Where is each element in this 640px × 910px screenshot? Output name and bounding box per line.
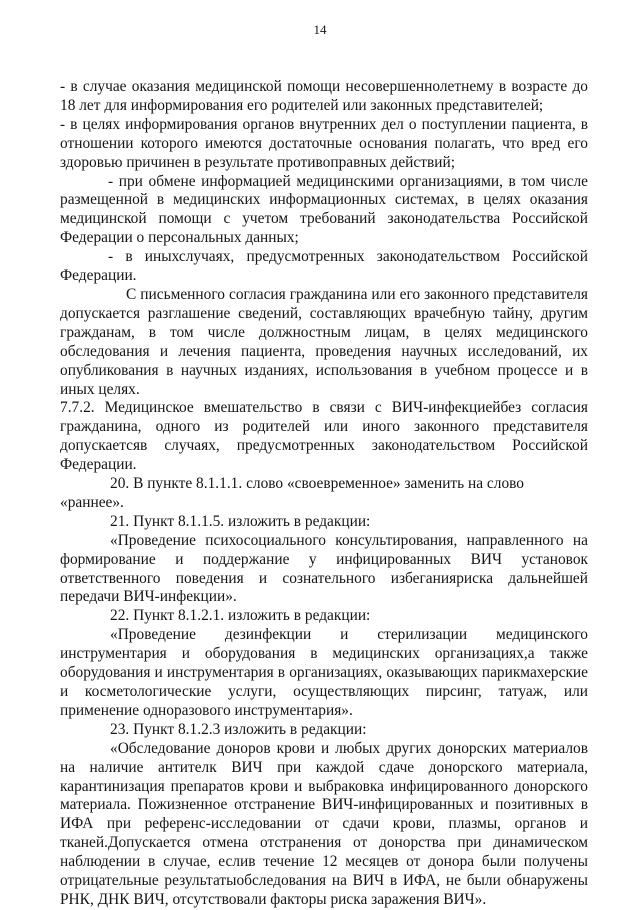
paragraph-item-21: 21. Пункт 8.1.1.5. изложить в редакции: <box>110 512 371 530</box>
paragraph-item-23: 23. Пункт 8.1.2.3 изложить в редакции: <box>110 720 367 738</box>
paragraph-list-item-police: - в целях информирования органов внутренних дел о поступлении пациента, в отношении которого имеются достаточные основания полагать, что вред его здоровью причинен в результате противоправных действий; <box>60 115 588 171</box>
paragraph-list-item-other-cases: - в иныхслучаях, предусмотренных законодательством Российской Федерации. <box>60 248 588 285</box>
paragraph-quote-8-1-1-5: «Проведение психосоциального консультирования, направленного на формирование и поддержание у инфицированных ВИЧ установок ответственного поведения и сознательного избеганияриска дальнейшей передачи ВИЧ-инфекции». <box>60 531 588 606</box>
paragraph-list-item-info-exchange: - при обмене информацией медицинскими организациями, в том числе размещенной в медицинских информационных системах, в целях оказания медицинской помощи с учетом требований законодательства Российской Федерации о персональных данных; <box>60 172 588 247</box>
paragraph-item-22: 22. Пункт 8.1.2.1. изложить в редакции: <box>110 607 371 625</box>
paragraph-7-7-2: 7.7.2. Медицинское вмешательство в связи с ВИЧ-инфекциейбез согласия гражданина, одного из родителей или иного законного представителя допускаетсяв случаях, предусмотренных законодательством Российской Федерации. <box>60 399 588 474</box>
paragraph-written-consent: С письменного согласия гражданина или его законного представителя допускается разглашение сведений, составляющих врачебную тайну, другим гражданам, в том числе должностным лицам, в целях медицинского обследования и лечения пациента, проведения научных исследований, их опубликования в научных изданиях, использования в учебном процессе и в иных целях. <box>60 285 588 398</box>
paragraph-list-item-minors: - в случае оказания медицинской помощи несовершеннолетнему в возрасте до 18 лет для информирования его родителей или законных представителей; <box>60 78 588 114</box>
paragraph-quote-8-1-2-3: «Обследование доноров крови и любых других донорских материалов на наличие антителк ВИЧ при каждой сдаче донорского материала, карантинизация препаратов крови и выбраковка инфицированного донорского материала. Пожизненное отстранение ВИЧ-инфицированных и позитивных в ИФА при референс-исследовании от сдачи крови, плазмы, органов и тканей.Допускается отмена отстранения от донорства при динамическом наблюдении в случае, еслив течение 12 месяцев от донора были получены отрицательные результатыобследования на ВИЧ в ИФА, не были обнаружены РНК, ДНК ВИЧ, отсутствовали факторы риска заражения ВИЧ». <box>60 739 588 908</box>
page-number: 14 <box>313 22 327 37</box>
paragraph-item-20: 20. В пункте 8.1.1.1. слово «своевременное» заменить на слово «раннее». <box>60 475 524 511</box>
document-body <box>60 78 588 910</box>
paragraph-quote-8-1-2-1: «Проведение дезинфекции и стерилизации медицинского инструментария и оборудования в медицинских организациях,а также оборудования и инструментария в организациях, оказывающих парикмахерские и косметологические услуги, осуществляющих пирсинг, татуаж, или применение одноразового инструментария». <box>60 626 588 719</box>
